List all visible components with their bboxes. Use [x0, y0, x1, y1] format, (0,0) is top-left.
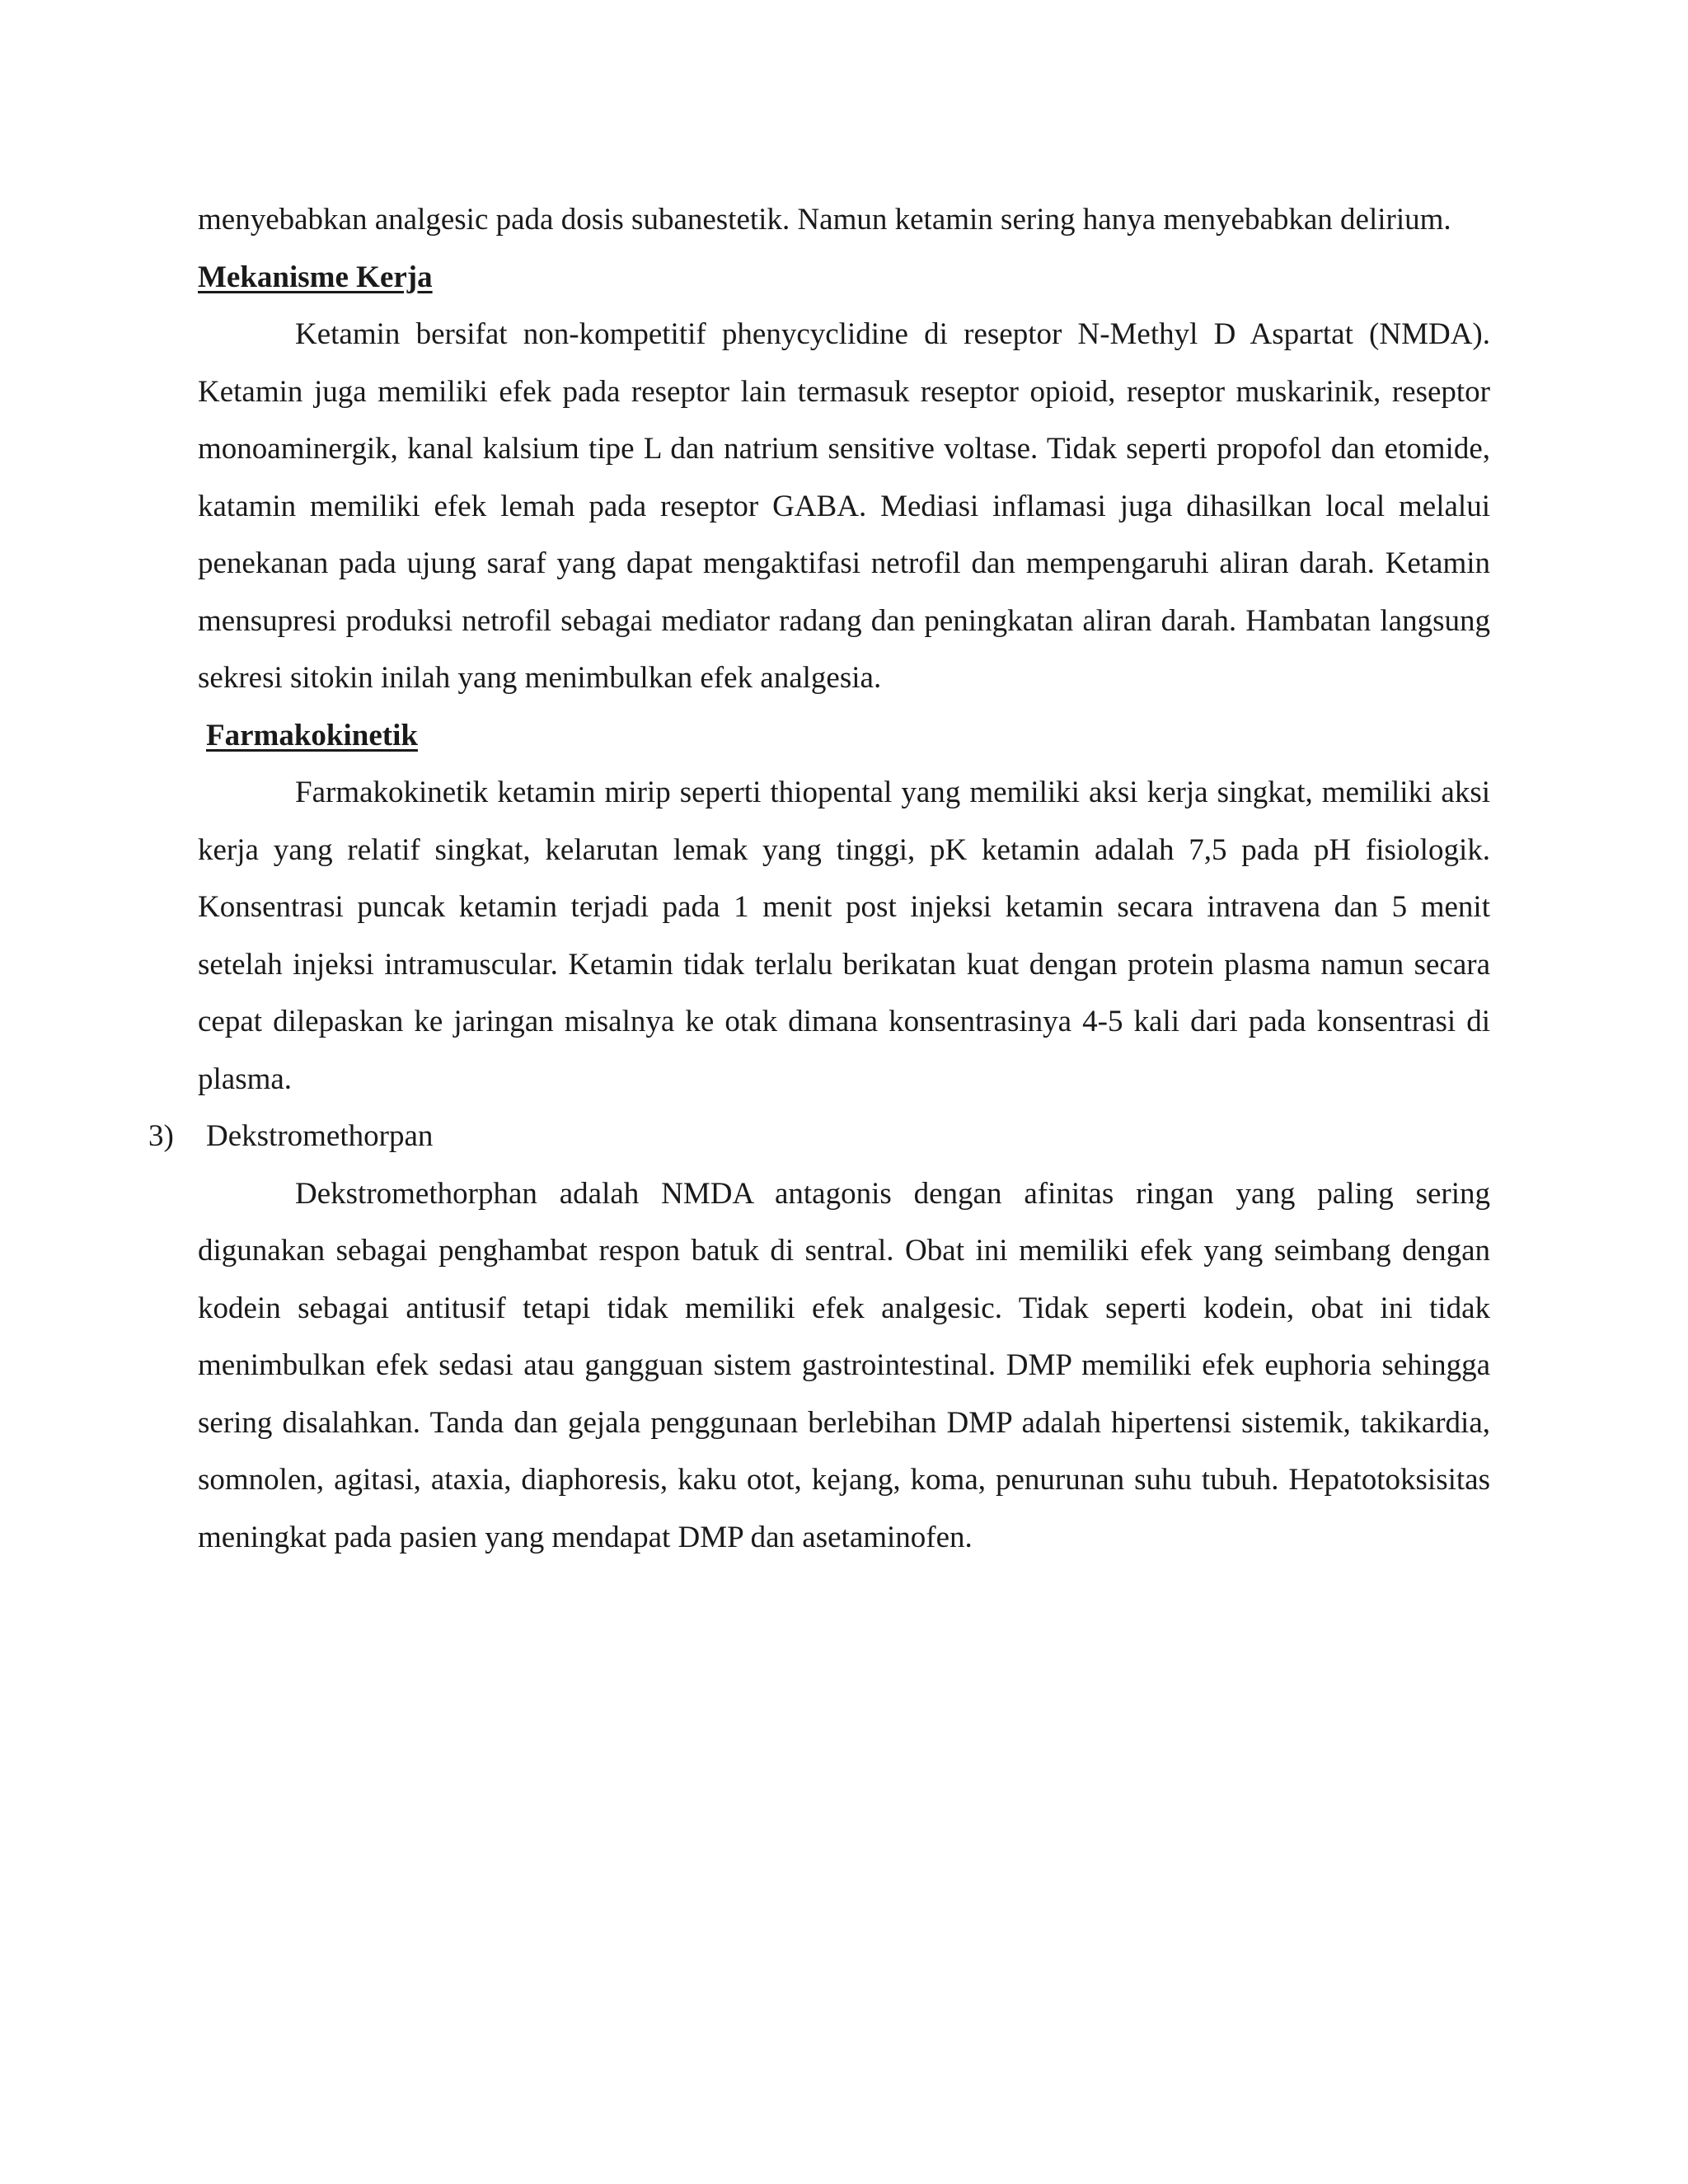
paragraph-dekstromethorpan: Dekstromethorphan adalah NMDA antagonis dengan afinitas ringan yang paling sering digunakan sebagai penghambat respon batuk di sentral. Obat ini memiliki efek yang seimbang dengan kodein sebagai antitusif tetapi tidak memiliki efek analgesic. Tidak seperti kodein, obat ini tidak menimbulkan efek sedasi atau gangguan sistem gastrointestinal. DMP memiliki efek euphoria sehingga sering disalahkan. Tanda dan gejala penggunaan berlebihan DMP adalah hipertensi sistemik, takikardia, somnolen, agitasi, ataxia, diaphoresis, kaku otot, kejang, koma, penurunan suhu tubuh. Hepatotoksisitas meningkat pada pasien yang mendapat DMP dan asetaminofen. — [198, 1176, 1490, 1554]
list-item-dekstromethorpan — [148, 1108, 1490, 1165]
heading-dekstromethorpan: Dekstromethorpan — [206, 1119, 434, 1153]
list-number: 3) — [148, 1119, 174, 1153]
intro-paragraph: menyebabkan analgesic pada dosis subanestetik. Namun ketamin sering hanya menyebabkan delirium. — [198, 203, 1451, 237]
heading-mekanisme-kerja: Mekanisme Kerja — [198, 260, 433, 294]
paragraph-mekanisme-kerja: Ketamin bersifat non-kompetitif phenycyclidine di reseptor N-Methyl D Aspartat (NMDA). Ketamin juga memiliki efek pada reseptor lain termasuk reseptor opioid, reseptor muskarinik, reseptor monoaminergik, kanal kalsium tipe L dan natrium sensitive voltase. Tidak seperti propofol dan etomide, katamin memiliki efek lemah pada reseptor GABA. Mediasi inflamasi juga dihasilkan local melalui penekanan pada ujung saraf yang dapat mengaktifasi netrofil dan mempengaruhi aliran darah. Ketamin mensupresi produksi netrofil sebagai mediator radang dan peningkatan aliran darah. Hambatan langsung sekresi sitokin inilah yang menimbulkan efek analgesia. — [198, 317, 1490, 695]
document-page — [148, 191, 1490, 1566]
heading-farmakokinetik: Farmakokinetik — [206, 718, 418, 752]
paragraph-farmakokinetik: Farmakokinetik ketamin mirip seperti thiopental yang memiliki aksi kerja singkat, memiliki aksi kerja yang relatif singkat, kelarutan lemak yang tinggi, pK ketamin adalah 7,5 pada pH fisiologik. Konsentrasi puncak ketamin terjadi pada 1 menit post injeksi ketamin secara intravena dan 5 menit setelah injeksi intramuscular. Ketamin tidak terlalu berikatan kuat dengan protein plasma namun secara cepat dilepaskan ke jaringan misalnya ke otak dimana konsentrasinya 4-5 kali dari pada konsentrasi di plasma. — [198, 776, 1490, 1096]
